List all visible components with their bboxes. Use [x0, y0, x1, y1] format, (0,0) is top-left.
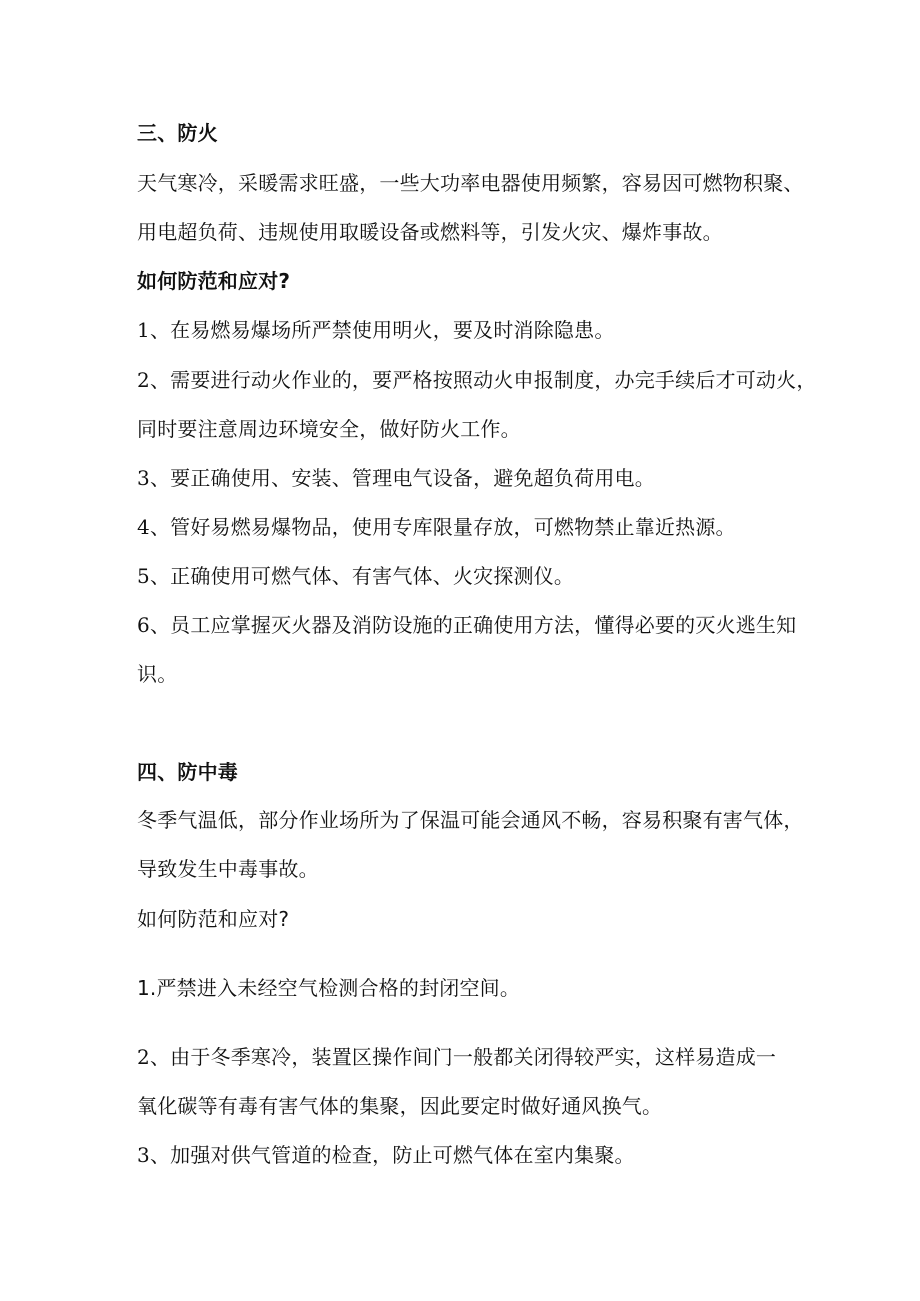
poison-item-3-number: 3 [137, 1143, 150, 1167]
fire-intro-line-1: 天气寒冷，采暖需求旺盛，一些大功率电器使用频繁，容易因可燃物积聚、 [137, 171, 804, 195]
fire-item-1-number: 1 [137, 318, 150, 342]
fire-item-3-text: 、要正确使用、安装、管理电气设备，避免超负荷用电。 [149, 466, 655, 490]
fire-item-2-continuation: 同时要注意周边环境安全，做好防火工作。 [137, 417, 521, 441]
poison-intro-line-2: 导致发生中毒事故。 [137, 857, 319, 881]
poison-item-2-continuation: 氧化碳等有毒有害气体的集聚，因此要定时做好通风换气。 [137, 1094, 663, 1118]
fire-item-6-number: 6 [137, 613, 150, 637]
fire-item-5-text: 、正确使用可燃气体、有害气体、火灾探测仪。 [149, 564, 575, 588]
poison-item-2 [137, 1043, 817, 1071]
poison-item-2-number: 2 [137, 1045, 150, 1069]
poison-subheading: 如何防范和应对? [137, 907, 290, 931]
poison-item-3-text: 、加强对供气管道的检查，防止可燃气体在室内集聚。 [149, 1143, 635, 1167]
fire-item-5 [137, 562, 817, 590]
fire-item-3 [137, 464, 817, 492]
fire-item-4-text: 、管好易燃易爆物品，使用专库限量存放，可燃物禁止靠近热源。 [149, 515, 736, 539]
section-heading-poison: 四、防中毒 [137, 760, 238, 784]
poison-item-1: 1.严禁进入未经空气检测合格的封闭空间。 [137, 976, 521, 1000]
fire-item-6-text: 、员工应掌握灭火器及消防设施的正确使用方法，懂得必要的灭火逃生知 [149, 613, 797, 637]
poison-item-2-text: 、由于冬季寒冷，装置区操作间门一般都关闭得较严实，这样易造成一 [149, 1045, 777, 1069]
fire-item-2-number: 2 [137, 368, 150, 392]
section-heading-fire: 三、防火 [137, 121, 218, 145]
fire-intro-line-2: 用电超负荷、违规使用取暖设备或燃料等，引发火灾、爆炸事故。 [137, 220, 723, 244]
fire-subheading: 如何防范和应对? [137, 269, 291, 293]
fire-item-2 [137, 366, 817, 394]
fire-item-3-number: 3 [137, 466, 150, 490]
fire-item-2-text: 、需要进行动火作业的，要严格按照动火申报制度，办完手续后才可动火， [149, 368, 817, 392]
poison-item-3 [137, 1141, 817, 1169]
fire-item-4-number: 4 [137, 515, 150, 539]
fire-item-1 [137, 316, 817, 344]
fire-item-6-continuation: 识。 [137, 662, 178, 686]
fire-item-5-number: 5 [137, 564, 150, 588]
fire-item-6 [137, 611, 817, 639]
poison-intro-line-1: 冬季气温低，部分作业场所为了保温可能会通风不畅，容易积聚有害气体， [137, 808, 804, 832]
fire-item-1-text: 、在易燃易爆场所严禁使用明火，要及时消除隐患。 [149, 318, 615, 342]
fire-item-4 [137, 513, 817, 541]
